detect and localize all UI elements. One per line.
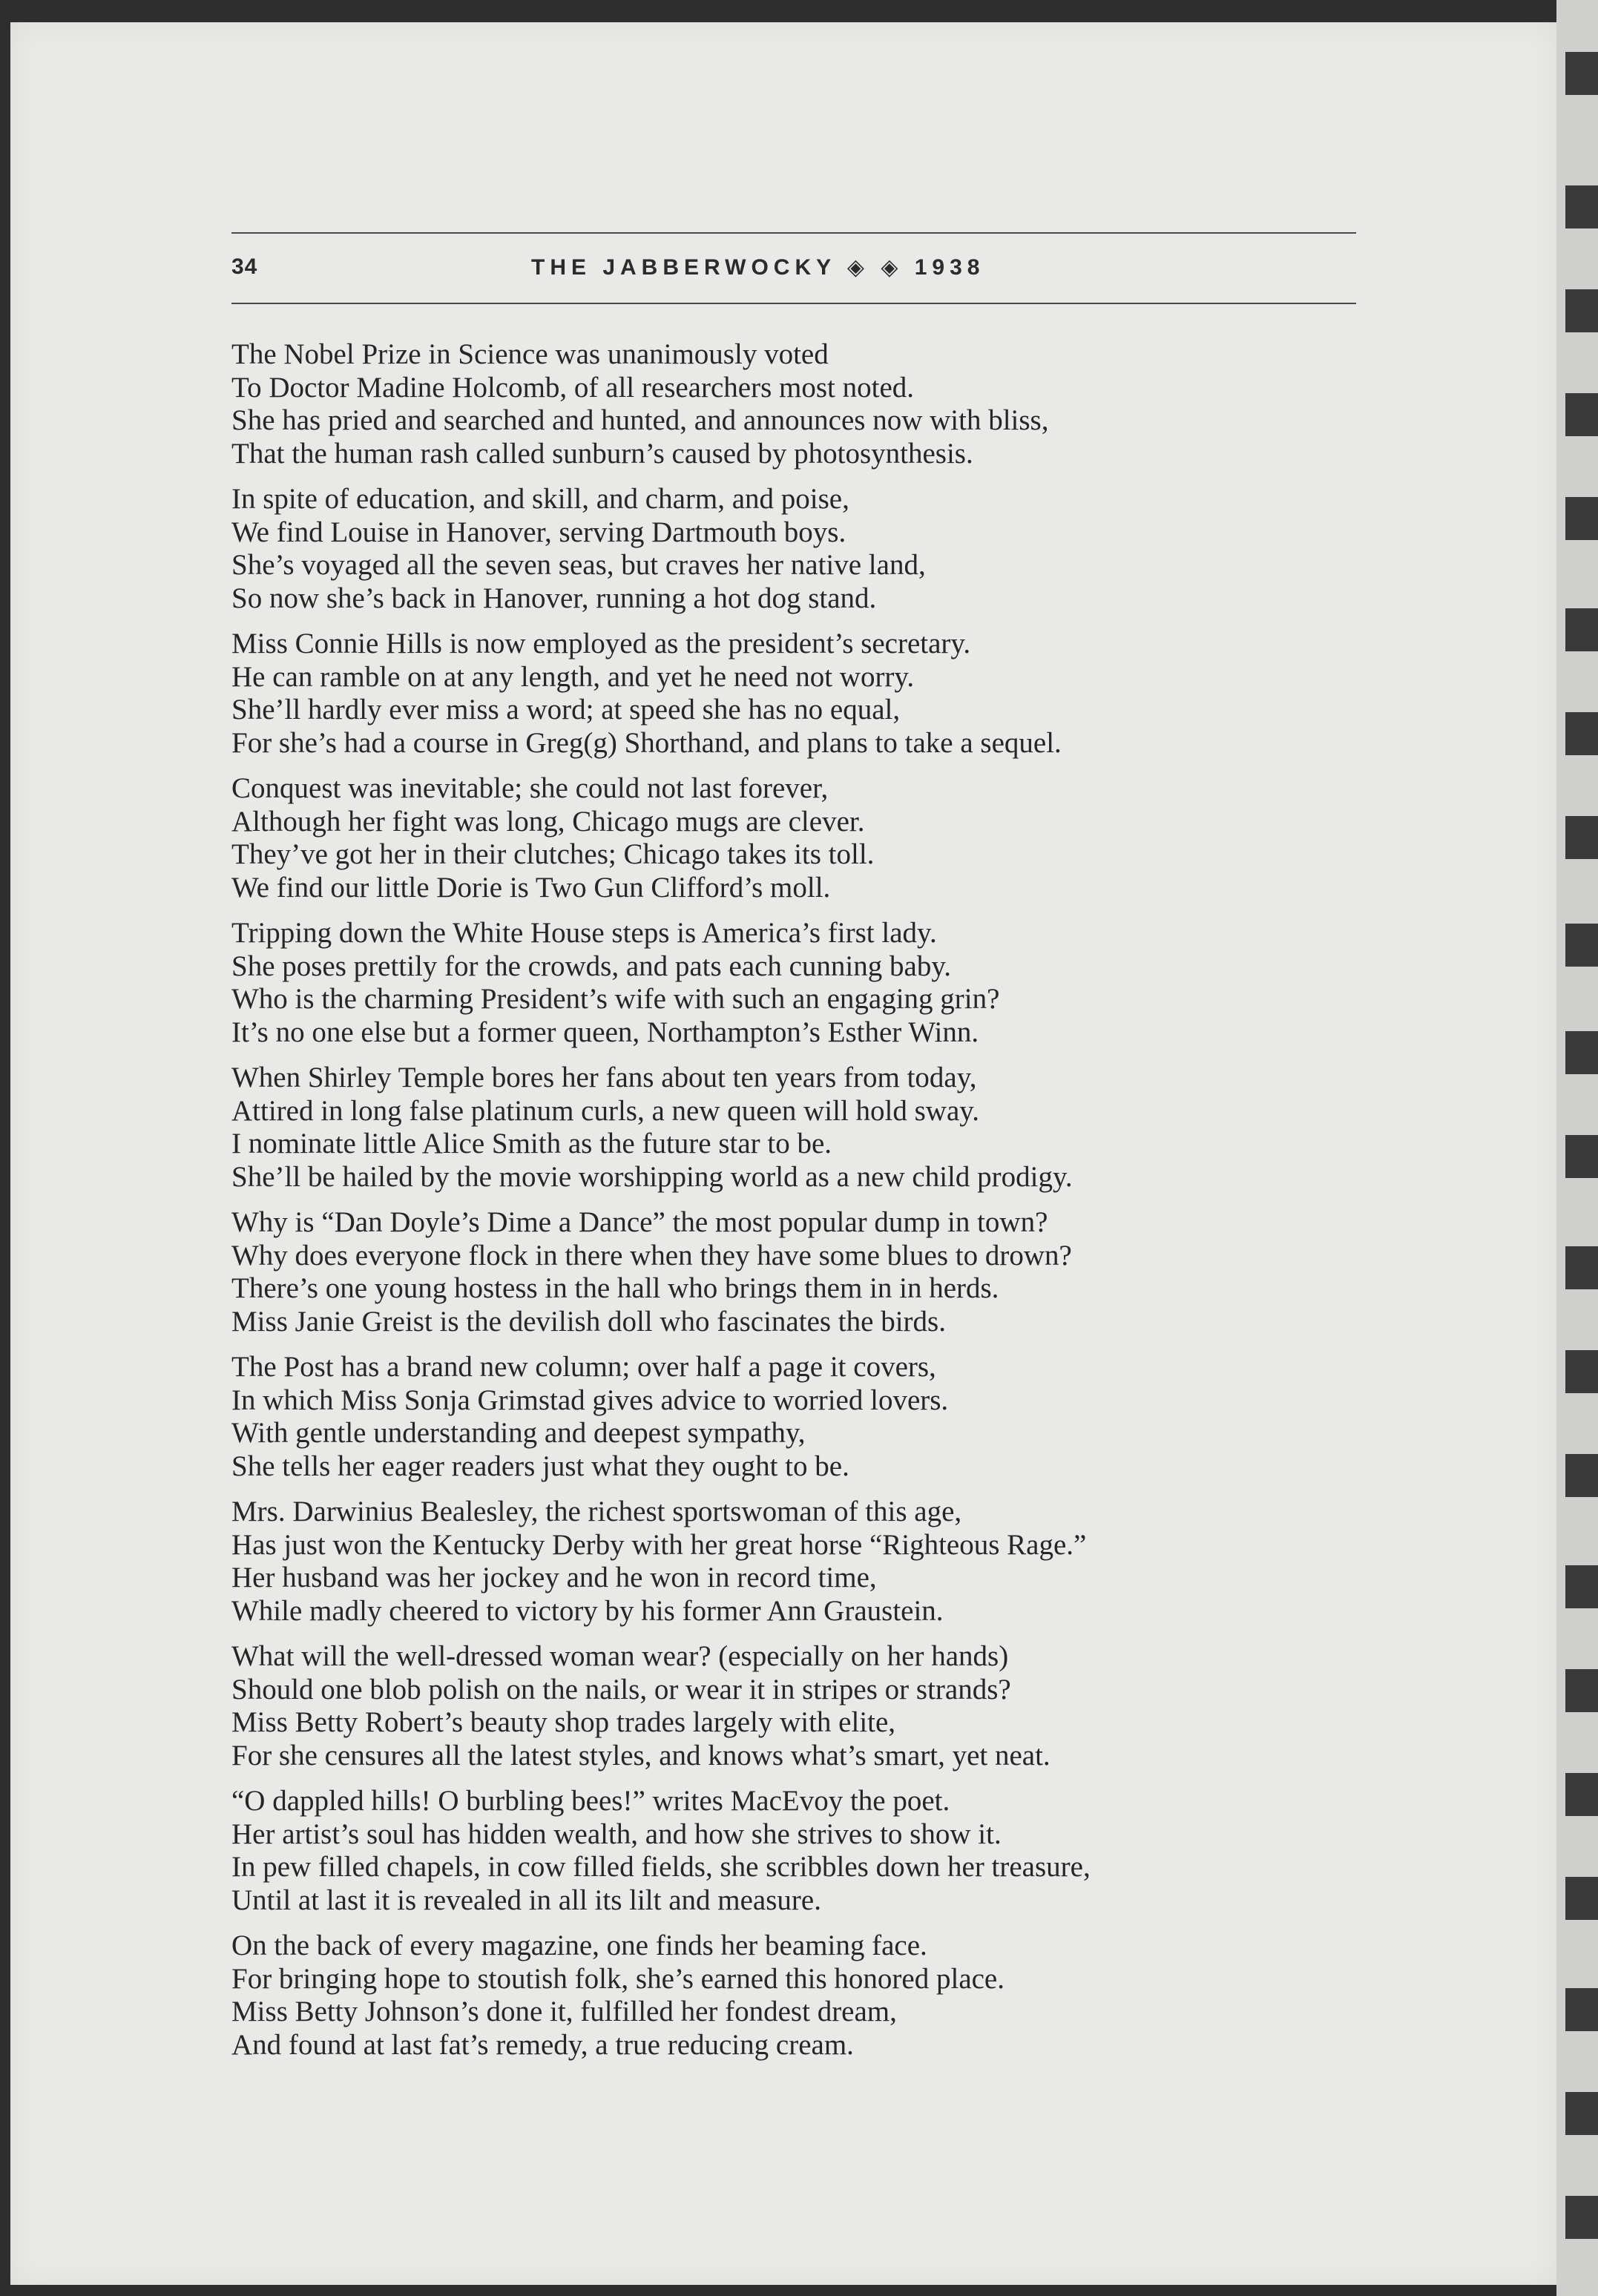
poem-line: Mrs. Darwinius Bealesley, the richest sportswoman of this age, [231, 1496, 962, 1527]
poem-line: Tripping down the White House steps is America’s first lady. [231, 917, 937, 949]
poem-line: Attired in long false platinum curls, a new queen will hold sway. [231, 1094, 980, 1127]
stanza [231, 1930, 1374, 2062]
poem-line: It’s no one else but a former queen, Northampton’s Esther Winn. [231, 1016, 979, 1048]
poem-line: Who is the charming President’s wife with such an engaging grin? [231, 983, 1000, 1015]
binding-ring [1565, 1988, 1598, 2031]
binding-ring [1565, 2196, 1598, 2239]
poem-line: Her artist’s soul has hidden wealth, and how she strives to show it. [231, 1818, 1002, 1850]
poem-line: For she censures all the latest styles, and knows what’s smart, yet neat. [231, 1739, 1050, 1772]
stanza [231, 1785, 1374, 1917]
binding-ring [1565, 289, 1598, 332]
poem-line: So now she’s back in Hanover, running a hot dog stand. [231, 582, 877, 614]
poem-line: Her husband was her jockey and he won in record time, [231, 1562, 877, 1593]
stanza [231, 1351, 1374, 1483]
poem-line: He can ramble on at any length, and yet he need not worry. [231, 660, 915, 693]
poem-line: She tells her eager readers just what they ought to be. [231, 1450, 849, 1482]
poem-line: We find Louise in Hanover, serving Dartmouth boys. [231, 516, 846, 548]
binding-ring [1565, 185, 1598, 228]
poem-line: With gentle understanding and deepest sympathy, [231, 1417, 806, 1449]
binding-ring [1565, 1031, 1598, 1074]
poem-line: She has pried and searched and hunted, and announces now with bliss, [231, 404, 1049, 436]
poem-line: On the back of every magazine, one finds her beaming face. [231, 1930, 927, 1961]
stanza [231, 917, 1374, 1049]
poem-line: To Doctor Madine Holcomb, of all researchers most noted. [231, 371, 915, 404]
stanza [231, 1206, 1374, 1338]
binding-ring [1565, 1454, 1598, 1497]
poem-line: That the human rash called sunburn’s caused by photosynthesis. [231, 437, 973, 470]
poem-line: Miss Janie Greist is the devilish doll who fascinates the birds. [231, 1305, 946, 1338]
binding-ring [1565, 924, 1598, 967]
poem-line: In pew filled chapels, in cow filled fields, she scribbles down her treasure, [231, 1851, 1091, 1883]
poem-line: In spite of education, and skill, and charm, and poise, [231, 483, 849, 515]
poem-line: She’ll hardly ever miss a word; at speed she has no equal, [231, 694, 901, 726]
poem-line: What will the well-dressed woman wear? (especially on her hands) [231, 1640, 1009, 1672]
binding-ring [1565, 1877, 1598, 1920]
binding-ring [1565, 608, 1598, 651]
poem-line: There’s one young hostess in the hall who brings them in in herds. [231, 1272, 999, 1304]
poem-line: “O dappled hills! O burbling bees!” writes MacEvoy the poet. [231, 1785, 950, 1817]
binding-ring [1565, 1773, 1598, 1816]
poem-body [231, 338, 1374, 2074]
poem-line: The Nobel Prize in Science was unanimously voted [231, 338, 829, 370]
stanza [231, 338, 1374, 470]
stanza [231, 628, 1374, 760]
binding-ring [1565, 393, 1598, 436]
poem-line: For bringing hope to stoutish folk, she’s earned this honored place. [231, 1962, 1004, 1995]
poem-line: We find our little Dorie is Two Gun Clifford’s moll. [231, 871, 831, 904]
poem-line: In which Miss Sonja Grimstad gives advice to worried lovers. [231, 1384, 949, 1416]
binding-ring [1565, 2092, 1598, 2135]
poem-line: When Shirley Temple bores her fans about ten years from today, [231, 1062, 977, 1093]
poem-line: Should one blob polish on the nails, or wear it in stripes or strands? [231, 1673, 1011, 1705]
spiral-binding [1556, 0, 1598, 2296]
poem-line: And found at last fat’s remedy, a true reducing cream. [231, 2028, 854, 2061]
poem-line: Has just won the Kentucky Derby with her great horse “Righteous Rage.” [231, 1528, 1087, 1561]
poem-line: She’s voyaged all the seven seas, but craves her native land, [231, 549, 926, 581]
stanza [231, 772, 1374, 904]
page-number: 34 [231, 254, 258, 279]
binding-ring [1565, 1565, 1598, 1608]
binding-ring [1565, 52, 1598, 95]
poem-line: Until at last it is revealed in all its lilt and measure. [231, 1884, 821, 1916]
binding-ring [1565, 1135, 1598, 1178]
binding-ring [1565, 816, 1598, 859]
poem-line: For she’s had a course in Greg(g) Shorthand, and plans to take a sequel. [231, 726, 1062, 759]
poem-line: Why is “Dan Doyle’s Dime a Dance” the most popular dump in town? [231, 1206, 1048, 1238]
poem-line: Miss Betty Johnson’s done it, fulfilled her fondest dream, [231, 1996, 897, 2027]
stanza [231, 1640, 1374, 1772]
binding-ring [1565, 1350, 1598, 1393]
stanza [231, 1062, 1374, 1194]
header-rule-top [231, 232, 1356, 234]
binding-ring [1565, 712, 1598, 755]
binding-ring [1565, 1669, 1598, 1712]
poem-line: They’ve got her in their clutches; Chicago takes its toll. [231, 838, 875, 870]
binding-ring [1565, 497, 1598, 540]
poem-line: She poses prettily for the crowds, and pats each cunning baby. [231, 950, 952, 982]
poem-line: I nominate little Alice Smith as the future star to be. [231, 1128, 832, 1159]
poem-line: Miss Betty Robert’s beauty shop trades largely with elite, [231, 1706, 896, 1738]
poem-line: While madly cheered to victory by his former Ann Graustein. [231, 1594, 944, 1627]
poem-line: Although her fight was long, Chicago mugs are clever. [231, 805, 865, 838]
stanza [231, 1496, 1374, 1628]
poem-line: Conquest was inevitable; she could not last forever, [231, 772, 829, 804]
poem-line: She’ll be hailed by the movie worshipping world as a new child prodigy. [231, 1160, 1073, 1193]
header-rule-bottom [231, 303, 1356, 304]
stanza [231, 483, 1374, 615]
poem-line: Why does everyone flock in there when they have some blues to drown? [231, 1239, 1072, 1272]
poem-line: The Post has a brand new column; over half a page it covers, [231, 1351, 936, 1383]
poem-line: Miss Connie Hills is now employed as the president’s secretary. [231, 628, 971, 659]
binding-ring [1565, 1246, 1598, 1289]
running-title: THE JABBERWOCKY ◈ ◈ 1938 [531, 255, 985, 280]
running-header [231, 254, 1356, 284]
